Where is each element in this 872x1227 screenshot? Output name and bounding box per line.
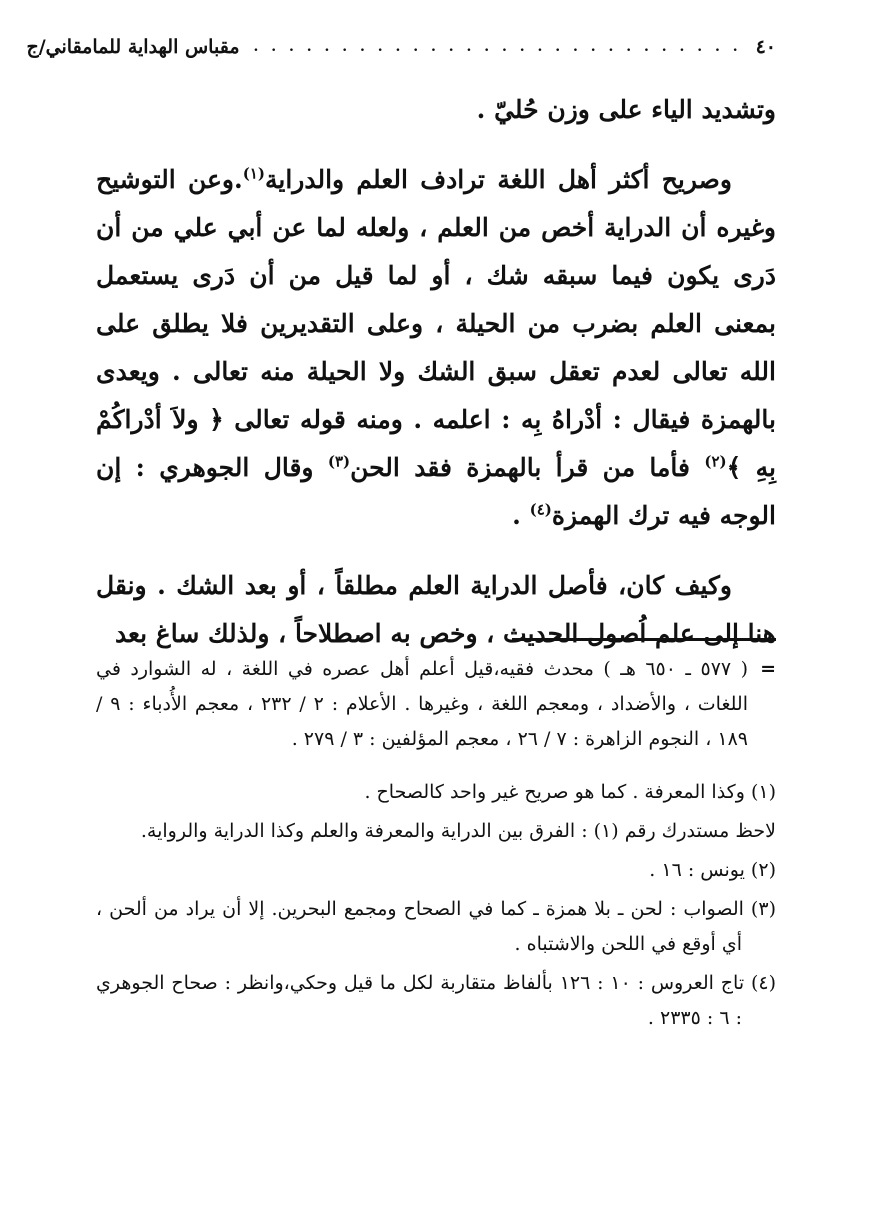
continuation-mark: = (760, 658, 776, 680)
footnote-1-note: لاحظ مستدرك رقم (١) : الفرق بين الدراية والمعرفة والعلم وكذا الدراية والرواية. (140, 820, 776, 842)
footnote-1: (١) وكذا المعرفة . كما هو صريح غير واحد كالصحاح . (364, 781, 776, 803)
running-header (26, 30, 776, 64)
header-dot-leader: . . . . . . . . . . . . . . . . . . . . . . . . . . . . (253, 39, 742, 55)
footnote-ref-4[interactable]: (٤) (529, 500, 552, 519)
footnote-3: (٣) الصواب : لحن ـ بلا همزة ـ كما في الصحاح ومجمع البحرين. إلا أن يراد من ألحن ، أي أوقع في اللحن والاشتباه . (96, 898, 776, 955)
footnote-ref-2[interactable]: (٢) (704, 452, 727, 471)
footnote-2: (٢) يونس : ١٦ . (649, 859, 776, 881)
footnote-4: (٤) تاج العروس : ١٠ : ١٢٦ بألفاظ متقاربة لكل ما قيل وحكي،وانظر : صحاح الجوهري : ٦ : ٢٣٣٥ . (96, 972, 776, 1029)
paragraph-2-part-b: .وعن التوشيح وغيره أن الدراية أخص من العلم ، ولعله لما عن أبي علي من أن دَرى يكون فيما سبقه شك ، أو لما قيل من أن دَرى يستعمل بمعنى العلم بضرب من الحيلة ، وعلى التقديرين فلا يطلق على الله تعالى لعدم تعقل سبق الشك ولا الحيلة منه تعالى . ويعدى بالهمزة فيقال : أدْراهُ بِه : اعلمه . ومنه قوله تعالى ﴿ ولاَ أدْراكُمْ بِهِ ﴾ (96, 165, 776, 482)
paragraph-2-part-a: وصريح أكثر أهل اللغة ترادف العلم والدراية (264, 165, 732, 194)
footnote-continuation (96, 652, 776, 757)
footnote-ref-3[interactable]: (٣) (327, 452, 351, 471)
paragraph-2-part-c: فأما من قرأ بالهمزة فقد الحن (350, 453, 705, 482)
footnote-gap (96, 757, 776, 775)
paragraph-2-part-e: . (512, 501, 530, 530)
paragraph-3: وكيف كان، فأصل الدراية العلم مطلقاً ، أو بعد الشك . ونقل هنا إلى علم اُصول الحديث ، وخص به اصطلاحاً ، ولذلك ساغ بعد (96, 571, 776, 648)
book-title: مقباس الهداية للمامقاني/ج (26, 36, 240, 58)
paragraph-2 (96, 156, 776, 540)
paragraph-2-part-d: وقال الجوهري : إن الوجه فيه ترك الهمزة (96, 453, 776, 530)
footnotes-section (96, 652, 776, 1040)
page-number: ٤٠ (755, 36, 776, 58)
continuation-text: ( ٥٧٧ ـ ٦٥٠ هـ ) محدث فقيه،قيل أعلم أهل عصره في اللغة ، له الشوارد في اللغات ، والأضداد ، ومعجم اللغة ، وغيرها . الأعلام : ٢ / ٢٣٢ ، معجم الأُدباء : ٩ / ١٨٩ ، النجوم الزاهرة : ٧ / ٢٦ ، معجم المؤلفين : ٣ / ٢٧٩ . (96, 658, 748, 750)
footnote-separator (512, 638, 776, 641)
paragraph-1: وتشديد الياء على وزن حُليّ . (476, 95, 776, 124)
main-text (96, 86, 776, 658)
footnote-ref-1[interactable]: (١) (242, 164, 265, 183)
